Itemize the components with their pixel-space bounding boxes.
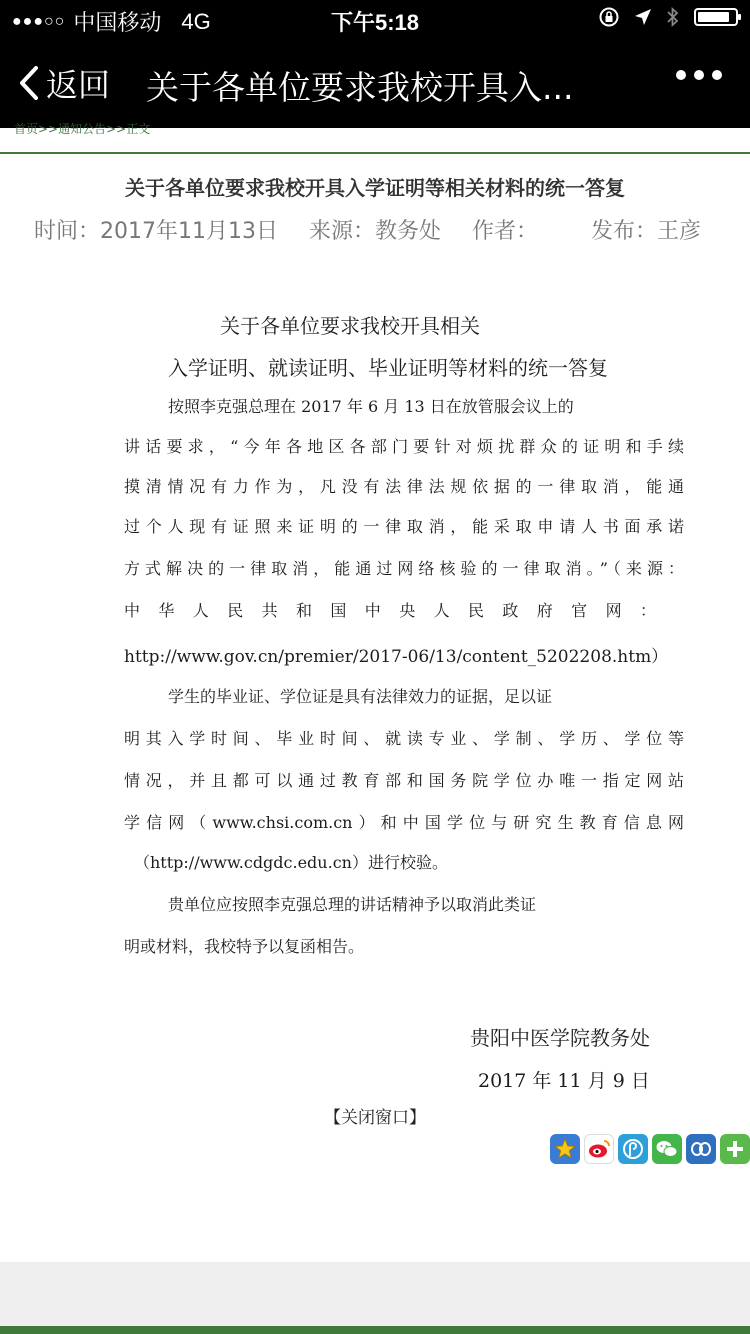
more-menu-button[interactable] — [676, 70, 722, 80]
footer-accent-bar — [0, 1326, 750, 1334]
doc-heading-2: 入学证明、就读证明、毕业证明等材料的统一答复 — [168, 356, 608, 380]
doc-signature: 贵阳中医学院教务处 — [470, 1026, 650, 1050]
share-toolbar — [550, 1134, 750, 1164]
doc-p1-line: 摸清情况有力作为，凡没有法律法规依据的一律取消，能通 — [124, 477, 684, 496]
doc-p2-line: 学生的毕业证、学位证是具有法律效力的证据，足以证 — [168, 687, 553, 706]
meta-author: 作者： — [472, 219, 539, 244]
status-time: 下午5:18 — [330, 10, 420, 35]
doc-p1-line: 方式解决的一律取消，能通过网络核验的一律取消。”（来源： — [124, 559, 684, 578]
header-divider — [0, 152, 750, 154]
doc-p2-line: 明其入学时间、毕业时间、就读专业、学制、学历、学位等 — [124, 729, 684, 748]
doc-p1-line: 讲话要求，“今年各地区各部门要针对烦扰群众的证明和手续 — [124, 437, 684, 456]
doc-p1-url: http://www.gov.cn/premier/2017-06/13/content_5202208.htm） — [124, 647, 669, 667]
breadcrumb[interactable]: 首页>>通知公告>>正文 — [14, 122, 151, 134]
signal-strength-icon: ●●●○○ — [12, 12, 66, 30]
doc-p2-line: （http://www.cdgdc.edu.cn）进行校验。 — [134, 853, 448, 872]
chevron-left-icon — [18, 65, 40, 101]
close-window-link[interactable] — [0, 1103, 750, 1128]
network-type: 4G — [181, 8, 211, 34]
back-label: 返回 — [46, 66, 111, 104]
meta-time: 时间：2017年11月13日 — [34, 219, 278, 244]
battery-level — [698, 12, 729, 22]
doc-p2-line: 学信网（www.chsi.com.cn）和中国学位与研究生教育信息网 — [124, 813, 684, 832]
rotation-lock-icon — [598, 6, 620, 28]
bluetooth-icon — [666, 6, 680, 28]
doc-p3-line: 明或材料，我校特予以复函相告。 — [124, 937, 365, 956]
wechat-icon[interactable] — [652, 1134, 682, 1164]
status-bar — [0, 0, 750, 40]
doc-heading-1: 关于各单位要求我校开具相关 — [220, 314, 480, 338]
article-meta — [34, 214, 725, 245]
doc-p1-line: 过个人现有证照来证明的一律取消，能采取申请人书面承诺 — [124, 517, 684, 536]
doc-p3-line: 贵单位应按照李克强总理的讲话精神予以取消此类证 — [168, 895, 537, 914]
meta-publisher: 发布：王彦 — [591, 219, 702, 244]
meta-source: 来源：教务处 — [308, 219, 441, 244]
doc-p1-line: 中华人民共和国中央人民政府官网： — [124, 601, 668, 620]
renren-icon[interactable] — [686, 1134, 716, 1164]
doc-p2-line: 情况，并且都可以通过教育部和国务院学位办唯一指定网站 — [124, 771, 684, 790]
doc-date: 2017 年 11 月 9 日 — [478, 1070, 650, 1092]
back-button[interactable] — [18, 60, 110, 106]
dot-icon — [676, 70, 686, 80]
document-image — [100, 300, 700, 1100]
carrier-name: 中国移动 — [73, 10, 162, 35]
more-share-icon[interactable] — [720, 1134, 750, 1164]
page-title: 关于各单位要求我校开具入... — [146, 68, 574, 107]
location-arrow-icon — [634, 8, 652, 26]
article-title: 关于各单位要求我校开具入学证明等相关材料的统一答复 — [125, 176, 625, 200]
close-window-label: 【关闭窗口】 — [324, 1108, 426, 1128]
tencent-weibo-icon[interactable] — [618, 1134, 648, 1164]
star-favorite-icon[interactable] — [550, 1134, 580, 1164]
dot-icon — [712, 70, 722, 80]
dot-icon — [694, 70, 704, 80]
battery-icon — [694, 8, 738, 26]
nav-bar — [0, 40, 750, 128]
weibo-icon[interactable] — [584, 1134, 614, 1164]
doc-p1-line: 按照李克强总理在 2017 年 6 月 13 日在放管服会议上的 — [168, 397, 574, 416]
status-indicators — [598, 6, 738, 28]
page-footer — [0, 1262, 750, 1334]
